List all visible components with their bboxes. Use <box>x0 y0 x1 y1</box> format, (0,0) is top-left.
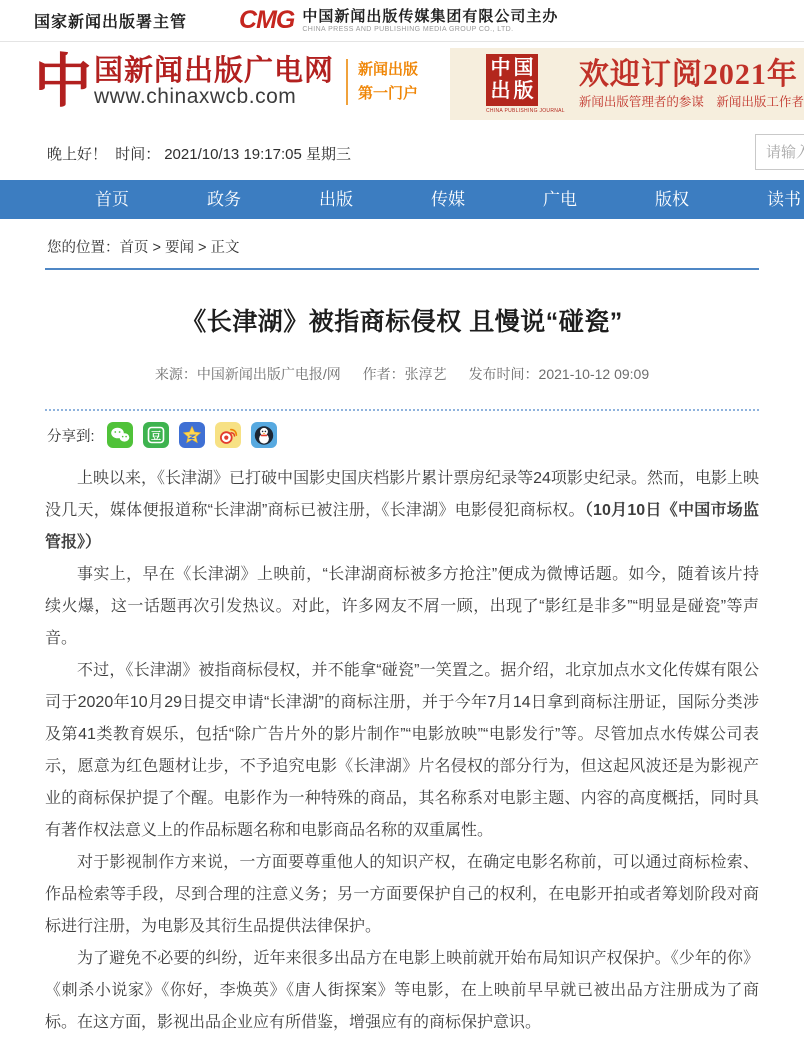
banner-headline: 欢迎订阅2021年 <box>578 58 798 92</box>
article-paragraph: 上映以来，《长津湖》已打破中国影史国庆档影片累计票房纪录等24项影史纪录。然而，电影上映没几天，媒体便报道称“长津湖”商标已被注册，《长津湖》电影侵犯商标权。（10月10日《中国市场监管报》） <box>45 470 759 551</box>
article-paragraph: 事实上，早在《长津湖》上映前，“长津湖商标被多方抢注”便成为微博话题。如今，随着该片持续火爆，这一话题再次引发热议。对此，许多网友不屑一顾，出现了“影红是非多”“明显是碰瓷”等声音。 <box>45 566 759 647</box>
time-label: 时间： <box>115 146 161 163</box>
organizer-name-cn: 中国新闻出版传媒集团有限公司主办 <box>302 8 559 25</box>
site-header <box>0 42 804 126</box>
greeting-text: 晚上好！ <box>47 146 108 163</box>
site-name: 国新闻出版广电网 <box>94 54 335 87</box>
subscription-banner[interactable] <box>450 48 804 120</box>
breadcrumb <box>0 219 804 257</box>
brand-tagline: 新闻出版 第一门户 <box>358 61 419 102</box>
article-paragraph: 为了避免不必要的纠纷，近年来很多出品方在电影上映前就开始布局知识产权保护。《少年的你》《刺杀小说家》《你好，李焕英》《唐人街探案》等电影，在上映前早早就已被出品方注册成为了商标。在这方面，影视出品企业应有所借鉴，增强应有的商标保护意识。 <box>45 950 759 1031</box>
nav-item-copyright[interactable]: 版权 <box>655 190 689 209</box>
banner-subline: 新闻出版管理者的参谋 新闻出版工作者 <box>578 95 804 110</box>
time-text <box>47 143 355 164</box>
nav-item-reading[interactable]: 读书 <box>767 190 801 209</box>
organizer-name-en: CHINA PRESS AND PUBLISHING MEDIA GROUP CO., LTD. <box>302 25 514 33</box>
main-nav <box>0 180 804 219</box>
meta-divider <box>45 409 759 411</box>
wechat-share-icon[interactable] <box>107 422 133 448</box>
article-author: 作者：张淳艺 <box>362 366 447 382</box>
article-source: 来源：中国新闻出版广电报/网 <box>154 366 341 382</box>
nav-item-government[interactable]: 政务 <box>207 190 241 209</box>
article-paragraph: 对于影视制作方来说，一方面要尊重他人的知识产权，在确定电影名称前，可以通过商标检索、作品检索等手段，尽到合理的注意义务；另一方面要保护自己的权利，在电影开拍或者筹划阶段对商标进行注册，为电影及其衍生品提供法律保护。 <box>45 854 759 935</box>
breadcrumb-path[interactable]: 首页 > 要闻 > 正文 <box>119 240 240 256</box>
china-publishing-logo: 中国 出版 CHINA PUBLISHING JOURNAL <box>486 54 565 114</box>
article-publish-time: 发布时间：2021-10-12 09:09 <box>468 366 650 382</box>
cmg-logo: CMG <box>239 6 295 34</box>
brand-divider <box>346 59 348 105</box>
top-bar <box>0 0 804 42</box>
brand-mark-icon: 中 <box>34 49 93 114</box>
breadcrumb-divider <box>45 268 759 270</box>
qzone-share-icon[interactable] <box>179 422 205 448</box>
share-row <box>47 420 804 450</box>
nav-item-home[interactable]: 首页 <box>95 190 129 209</box>
nav-item-broadcast[interactable]: 广电 <box>543 190 577 209</box>
share-label: 分享到: <box>47 428 95 445</box>
china-publishing-caption: CHINA PUBLISHING JOURNAL <box>486 108 565 114</box>
organizer-block <box>302 8 558 33</box>
site-url: www.chinaxwcb.com <box>94 85 297 109</box>
nav-item-media[interactable]: 传媒 <box>431 190 465 209</box>
time-value: 2021/10/13 19:17:05 星期三 <box>164 146 352 163</box>
site-logo[interactable] <box>34 51 418 113</box>
breadcrumb-label: 您的位置： <box>47 240 120 256</box>
supervisor-text: 国家新闻出版署主管 <box>34 14 188 31</box>
article-meta <box>0 364 804 384</box>
douban-share-icon[interactable] <box>143 422 169 448</box>
svg-text:豆: 豆 <box>150 431 161 443</box>
page-title: 《长津湖》被指商标侵权 且慢说“碰瓷” <box>181 308 623 336</box>
weibo-share-icon[interactable] <box>215 422 241 448</box>
time-bar <box>0 126 804 180</box>
search-input[interactable] <box>755 134 804 170</box>
article-paragraph: 不过，《长津湖》被指商标侵权，并不能拿“碰瓷”一笑置之。据介绍，北京加点水文化传媒有限公司于2020年10月29日提交申请“长津湖”的商标注册，并于今年7月14日拿到商标注册证，国际分类涉及第41类教育娱乐，包括“除广告片外的影片制作”“电影放映”“电影发行”等。尽管加点水传媒公司表示，愿意为红色题材让步，不予追究电影《长津湖》片名侵权的部分行为，但这起风波还是为影视产业的商标保护提了个醒。电影作为一种特殊的商品，其名称系对电影主题、内容的高度概括，同时具有著作权法意义上的作品标题名称和电影商品名称的双重属性。 <box>45 662 759 839</box>
article-body <box>45 463 759 1039</box>
qq-share-icon[interactable] <box>251 422 277 448</box>
nav-item-publishing[interactable]: 出版 <box>319 190 353 209</box>
